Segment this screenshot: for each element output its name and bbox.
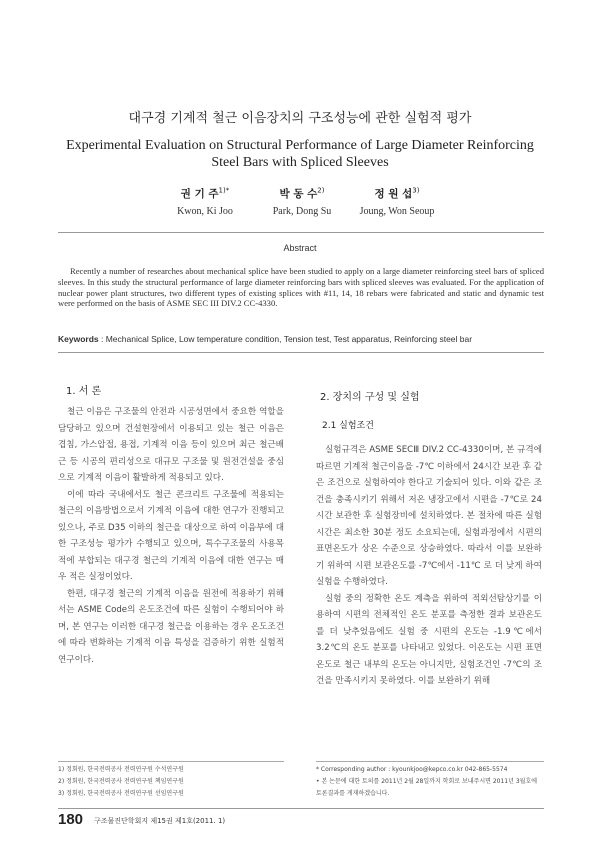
keywords-text: : Mechanical Splice, Low temperature condition, Tension test, Test apparatus, Reinforcing steel bar [101,334,473,344]
author-3-name-ko: 정 원 섭 [374,188,413,200]
keywords-label: Keywords [58,334,99,344]
section-1-paragraph-1: 철근 이음은 구조물의 안전과 시공성면에서 중요한 역할을 담당하고 있으며 건설현장에서 이용되고 있는 철근 이음은 겹침, 가스압접, 용접, 기계적 이음 등이 있으며 최근 철근배근 등 시공의 편리성으로 대규모 구조물 및 원전건설을 중심으로 기계적 이음이 활발하게 적용되고 있다. [58,407,284,483]
discussion-note: • 본 논문에 대한 토의를 2011년 2월 28일까지 학회로 보내주시면 2011년 3월호에 토론결과를 게재하겠습니다. [316,778,538,797]
author-list [0,186,600,226]
author-1-name-ko: 권 기 주 [180,188,219,200]
title-korean: 대구경 기계적 철근 이음장치의 구조성능에 관한 실험적 평가 [128,111,472,126]
footnote-3: 3) 정회원, 한국전력공사 전력연구원 선임연구원 [58,790,184,797]
section-1-paragraph-3: 한편, 대구경 철근의 기계적 이음을 원전에 적용하기 위해서는 ASME Code의 온도조건에 따른 실험이 수행되어야 하며, 본 연구는 이러한 대구경 철근을 이용하는 경우 온도조건에 따라 변화하는 기계적 이음 특성을 검증하기 위한 실험적 연구이다. [58,588,284,665]
title-english-line-2: Steel Bars with Spliced Sleeves [211,155,389,170]
abstract-top-rule [58,232,544,233]
title-english [40,137,560,171]
author-1-name-en: Kwon, Ki Joo [177,206,233,217]
page-number: 180 [58,811,84,828]
keywords [58,334,544,344]
author-3-mark: 3) [412,186,420,195]
section-1-title: 1. 서 론 [66,386,102,397]
abstract-heading: Abstract [283,243,317,253]
author-3-name-en: Joung, Won Seoup [359,206,435,217]
author-2-name-ko: 박 동 수 [279,188,318,200]
left-footnote-rule [58,761,284,762]
footnote-2: 2) 정회원, 한국전력공사 전력연구원 책임연구원 [58,778,184,785]
journal-info: 구조물진단학회지 제15권 제1호(2011. 1) [94,817,226,825]
footer-rule [58,808,544,809]
author-2-mark: 2) [317,186,325,195]
right-footnote-rule [316,761,544,762]
section-2-title: 2. 장치의 구성 및 실험 [320,392,420,403]
right-footnotes [316,764,544,800]
section-1-paragraph-2: 이에 따라 국내에서도 철근 콘크리트 구조물에 적용되는 철근의 이음방법으로서 기계적 이음에 대한 연구가 진행되고 있으나, 주로 D35 이하의 철근을 대상으로 하여 이음부에 대한 구조성능 평가가 수행되고 있으며, 특수구조물의 사용목적에 부합되는 대구경 철근의 기계적 이음에 대한 연구는 매우 적은 실정이었다. [58,489,284,582]
title-english-line-1: Experimental Evaluation on Structural Performance of Large Diameter Reinforcing [66,138,534,153]
section-2-paragraph-1: 실험규격은 ASME SECⅢ DIV.2 CC-4330이며, 본 규격에 따르면 기계적 철근이음을 -7℃ 이하에서 24시간 보관 후 같은 조건으로 실험하여야 한다고 기술되어 있다. 이와 같은 조건을 충족시키기 위해서 저온 냉장고에서 시편을 -7℃로 24시간 보관한 후 실험장비에 설치하였다. 본 절차에 따른 실험시간은 최소한 30분 정도 소요되는데, 실험과정에서 시편의 표면온도가 상온 수준으로 상승하였다. 따라서 이를 보완하기 위하여 시편 보관온도를 -7℃에서 -11℃ 로 더 낮게 하여 실험을 수행하였다. [316,445,542,587]
author-2-name-en: Park, Dong Su [272,206,332,217]
left-column-body [58,404,284,668]
left-footnotes [58,764,284,800]
abstract-text: Recently a number of researches about mechanical splice have been studied to apply on a large diameter reinforcing steel bars of spliced sleeves. In this study the structural performance of large diameter reinforcing bars with spliced sleeves was evaluated. For the application of nuclear power plant structures, two different types of existing splices with #11, 14, 18 rebars were fabricated and static and dynamic test were performed on the basis of ASME SEC III DIV.2 CC-4330. [58,266,544,309]
right-column-body [316,442,542,690]
subsection-2-1-title: 2.1 실험조건 [322,421,374,431]
footnote-1: 1) 정회원, 한국전력공사 전력연구원 수석연구원 [58,766,184,773]
section-2-paragraph-2: 실험 중의 정확한 온도 계측을 위하여 적외선탐상기를 이용하여 시편의 전체적인 온도 분포를 측정한 결과 보관온도를 더 낮추었음에도 실험 중 시편의 온도는 -1.9℃에서 3.2℃의 온도 분포를 나타내고 있었다. 이온도는 시편 표면 온도로 철근 내부의 온도는 아니지만, 실험조건인 -7℃의 조건을 만족시키지 못하였다. 이를 보완하기 위해 [316,593,542,686]
author-3 [332,186,462,217]
abstract-bottom-rule [58,352,544,353]
author-1-mark: 1)* [218,186,230,195]
corresponding-author: * Corresponding author : kyounkjoo@kepco.co.kr 042-865-5574 [316,766,508,773]
